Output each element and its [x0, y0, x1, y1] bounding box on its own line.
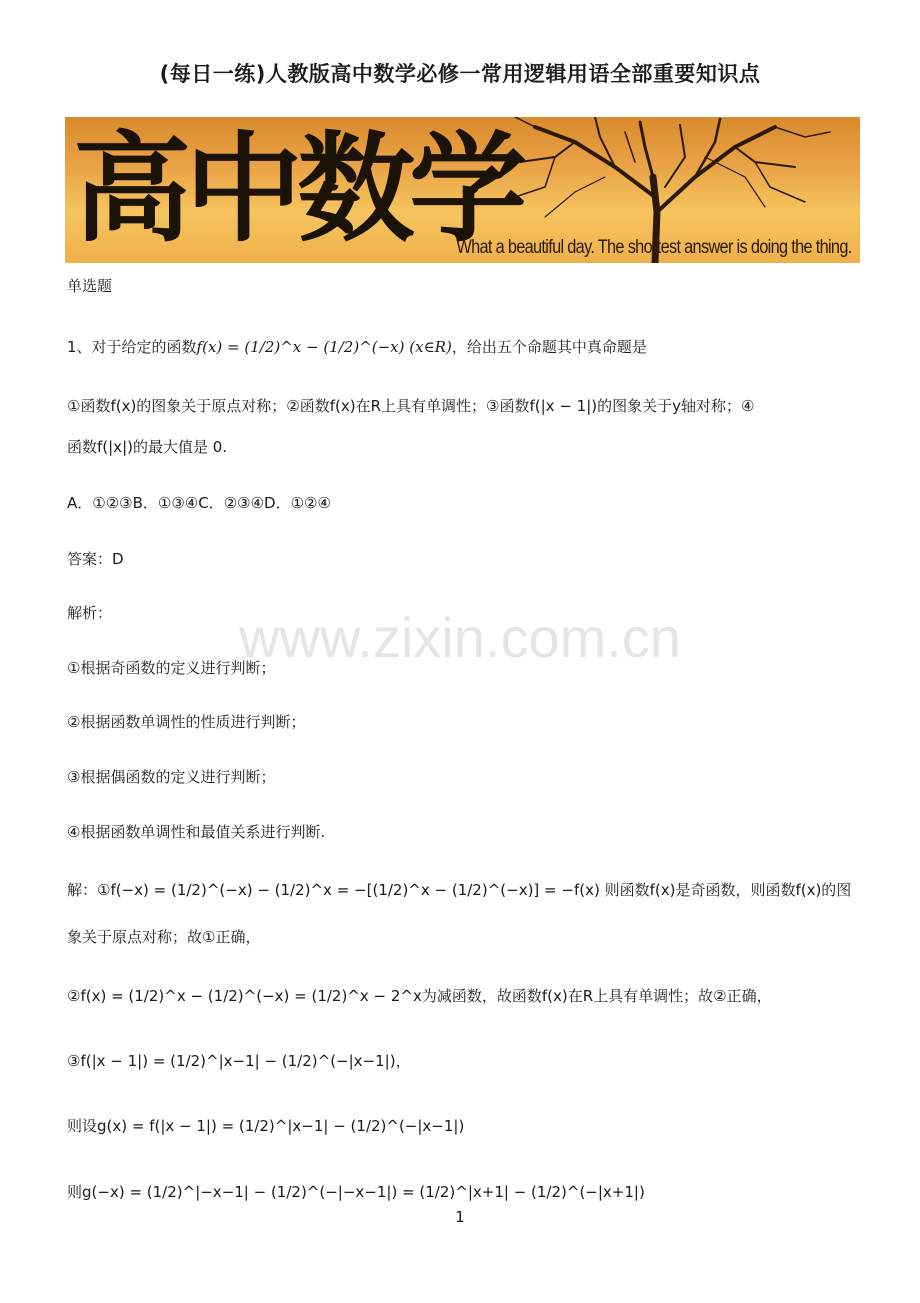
propositions-line-2: 函数f(|x|)的最大值是 0. [67, 438, 228, 456]
page-title: (每日一练)人教版高中数学必修一常用逻辑用语全部重要知识点 [159, 62, 761, 86]
propositions-line-1: ①函数f(x)的图象关于原点对称；②函数f(x)在R上具有单调性；③函数f(|x − 1|)的图象关于y轴对称；④ [67, 397, 755, 415]
banner-title: 高中数学 [73, 119, 522, 258]
question-tail: ，给出五个命题其中真命题是 [451, 338, 647, 356]
question-intro: 1、对于给定的函数 [67, 338, 197, 356]
banner-caption: What a beautiful day. The shortest answer is doing the thing. [456, 237, 852, 258]
question-stem [67, 336, 647, 358]
analysis-point-4: ④根据函数单调性和最值关系进行判断. [67, 823, 326, 841]
solution-step-4: 则设g(x) = f(|x − 1|) = (1/2)^|x−1| − (1/2)^(−|x−1|) [67, 1117, 465, 1135]
analysis-label: 解析： [67, 604, 113, 622]
solution-step-2: ②f(x) = (1/2)^x − (1/2)^(−x) = (1/2)^x − 2^x为减函数，故函数f(x)在R上具有单调性；故②正确， [67, 987, 772, 1005]
answer-options: A．①②③B．①③④C．②③④D．①②④ [67, 494, 331, 512]
analysis-point-2: ②根据函数单调性的性质进行判断； [67, 713, 306, 731]
answer-text: 答案：D [67, 550, 124, 568]
section-label: 单选题 [67, 277, 113, 295]
analysis-point-3: ③根据偶函数的定义进行判断； [67, 768, 276, 786]
solution-step-1-line-1: 解：①f(−x) = (1/2)^(−x) − (1/2)^x = −[(1/2)^x − (1/2)^(−x)] = −f(x) 则函数f(x)是奇函数，则函数f(x)的图 [67, 881, 852, 899]
solution-step-5: 则g(−x) = (1/2)^|−x−1| − (1/2)^(−|−x−1|) = (1/2)^|x+1| − (1/2)^(−|x+1|) [67, 1183, 645, 1201]
analysis-point-1: ①根据奇函数的定义进行判断； [67, 659, 276, 677]
solution-step-1-line-2: 象关于原点对称；故①正确， [67, 928, 261, 946]
question-function-definition: f(x) = (1/2)^x − (1/2)^(−x) (x∈R) [196, 338, 452, 356]
watermark: www.zixin.com.cn [239, 606, 681, 669]
solution-step-3: ③f(|x − 1|) = (1/2)^|x−1| − (1/2)^(−|x−1|)， [67, 1052, 411, 1070]
banner-image [65, 117, 860, 263]
page-number: 1 [455, 1208, 465, 1226]
